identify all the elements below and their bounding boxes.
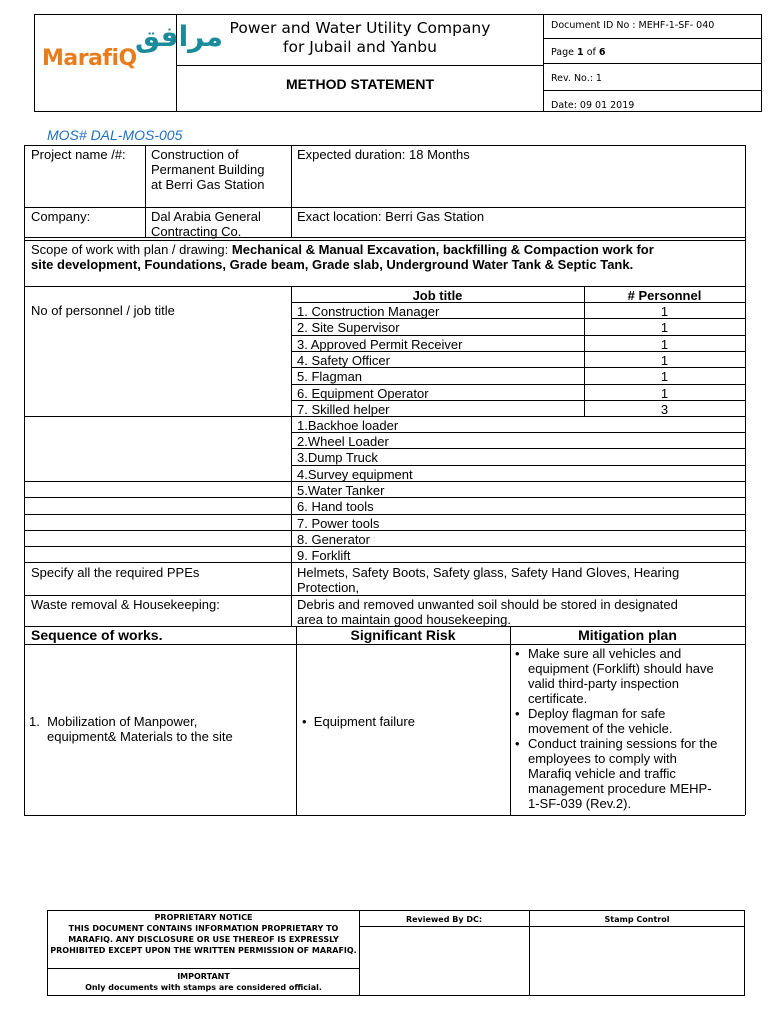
document-id: Document ID No : MEHF-1-SF- 040 xyxy=(551,20,715,31)
mitigation-item: • Deploy flagman for safe movement of the vehicle. xyxy=(515,706,673,736)
job-title: 2. Site Supervisor xyxy=(297,320,400,335)
mitigation-list xyxy=(515,646,717,811)
company-value: Dal Arabia General Contracting Co. xyxy=(151,209,261,239)
significant-risk-header: Significant Risk xyxy=(350,627,456,643)
equipment-item: 7. Power tools xyxy=(297,516,380,531)
equipment-item: 3.Dump Truck xyxy=(297,450,378,465)
mos-number: MOS# DAL-MOS-005 xyxy=(47,127,183,143)
stamp-control-label: Stamp Control xyxy=(604,915,670,924)
job-title: 3. Approved Permit Receiver xyxy=(297,337,463,352)
job-title: 6. Equipment Operator xyxy=(297,386,429,401)
doc-title: METHOD STATEMENT xyxy=(285,76,435,92)
job-title-header: Job title xyxy=(412,288,463,303)
important-notice: IMPORTANT Only documents with stamps are considered official. xyxy=(85,972,322,992)
risk-item: • Equipment failure xyxy=(302,714,415,729)
page-number: Page 1 of 6 xyxy=(551,47,606,58)
job-title: 5. Flagman xyxy=(297,369,363,384)
scope-of-work: Scope of work with plan / drawing: Mechanical & Manual Excavation, backfilling & Compaction work for site development, Foundations, Grade beam, Grade slab, Underground Water Tank & Septic Tank. xyxy=(31,242,654,272)
job-title: 1. Construction Manager xyxy=(297,304,440,319)
document-date: Date: 09 01 2019 xyxy=(551,100,635,111)
bullet-icon: • xyxy=(302,714,307,729)
personnel-count: 1 xyxy=(660,353,669,368)
proprietary-notice: PROPRIETARY NOTICE THIS DOCUMENT CONTAINS INFORMATION PROPRIETARY TO MARAFIQ. ANY DISCLOSURE OR USE THEREOF IS EXPRESSLY PROHIBITED EXCEPT UPON THE WRITTEN PERMISSION OF MARAFIQ. xyxy=(50,913,357,955)
marafiq-logo xyxy=(35,15,223,111)
waste-label: Waste removal & Housekeeping: xyxy=(31,597,220,612)
doc-info xyxy=(544,15,762,111)
bullet-icon: • xyxy=(515,736,520,751)
work-step: 1. Mobilization of Manpower, equipment& Materials to the site xyxy=(29,714,233,744)
ppe-value: Helmets, Safety Boots, Safety glass, Safety Hand Gloves, Hearing Protection, xyxy=(297,565,680,595)
personnel-label: No of personnel / job title xyxy=(31,303,175,318)
mitigation-item: • Conduct training sessions for the employees to comply with Marafiq vehicle and traffic management procedure MEHP- 1-SF-039 (Rev.2). xyxy=(515,736,718,811)
equipment-item: 2.Wheel Loader xyxy=(297,434,389,449)
sequence-of-works-header: Sequence of works. xyxy=(31,627,163,643)
document-footer xyxy=(47,910,745,996)
waste-value: Debris and removed unwanted soil should be stored in designated area to maintain good housekeeping. xyxy=(297,597,678,627)
equipment-item: 8. Generator xyxy=(297,532,370,547)
equipment-item: 9. Forklift xyxy=(297,548,351,563)
company-name: Power and Water Utility Company for Jubail and Yanbu xyxy=(229,19,491,56)
company-label: Company: xyxy=(31,209,91,224)
ppe-label: Specify all the required PPEs xyxy=(31,565,200,580)
equipment-item: 4.Survey equipment xyxy=(297,467,413,482)
mitigation-plan-header: Mitigation plan xyxy=(578,627,677,643)
marafiq-english-wordmark: MarafiQ xyxy=(42,46,137,71)
personnel-count: 1 xyxy=(660,386,669,401)
personnel-count: 1 xyxy=(660,337,669,352)
personnel-count: 1 xyxy=(660,369,669,384)
job-title: 7. Skilled helper xyxy=(297,402,390,417)
personnel-count-header: # Personnel xyxy=(627,288,702,303)
job-title: 4. Safety Officer xyxy=(297,353,390,368)
bullet-icon: • xyxy=(515,646,520,661)
expected-duration: Expected duration: 18 Months xyxy=(297,147,470,162)
mitigation-item: • Make sure all vehicles and equipment (Forklift) should have valid third-party inspection certificate. xyxy=(515,646,714,706)
svg-text:مرافق: مرافق xyxy=(135,20,223,53)
document-header xyxy=(34,14,762,112)
bullet-icon: • xyxy=(515,706,520,721)
company-block xyxy=(177,15,544,111)
equipment-item: 5.Water Tanker xyxy=(297,483,385,498)
equipment-item: 1.Backhoe loader xyxy=(297,418,399,433)
exact-location: Exact location: Berri Gas Station xyxy=(297,209,485,224)
reviewed-by-label: Reviewed By DC: xyxy=(405,915,483,924)
revision-number: Rev. No.: 1 xyxy=(551,73,602,84)
personnel-count: 1 xyxy=(660,320,669,335)
project-name-value: Construction of Permanent Building at Berri Gas Station xyxy=(151,147,265,192)
personnel-count: 3 xyxy=(660,402,669,417)
equipment-item: 6. Hand tools xyxy=(297,499,374,514)
personnel-count: 1 xyxy=(660,304,669,319)
project-name-label: Project name /#: xyxy=(31,147,126,162)
